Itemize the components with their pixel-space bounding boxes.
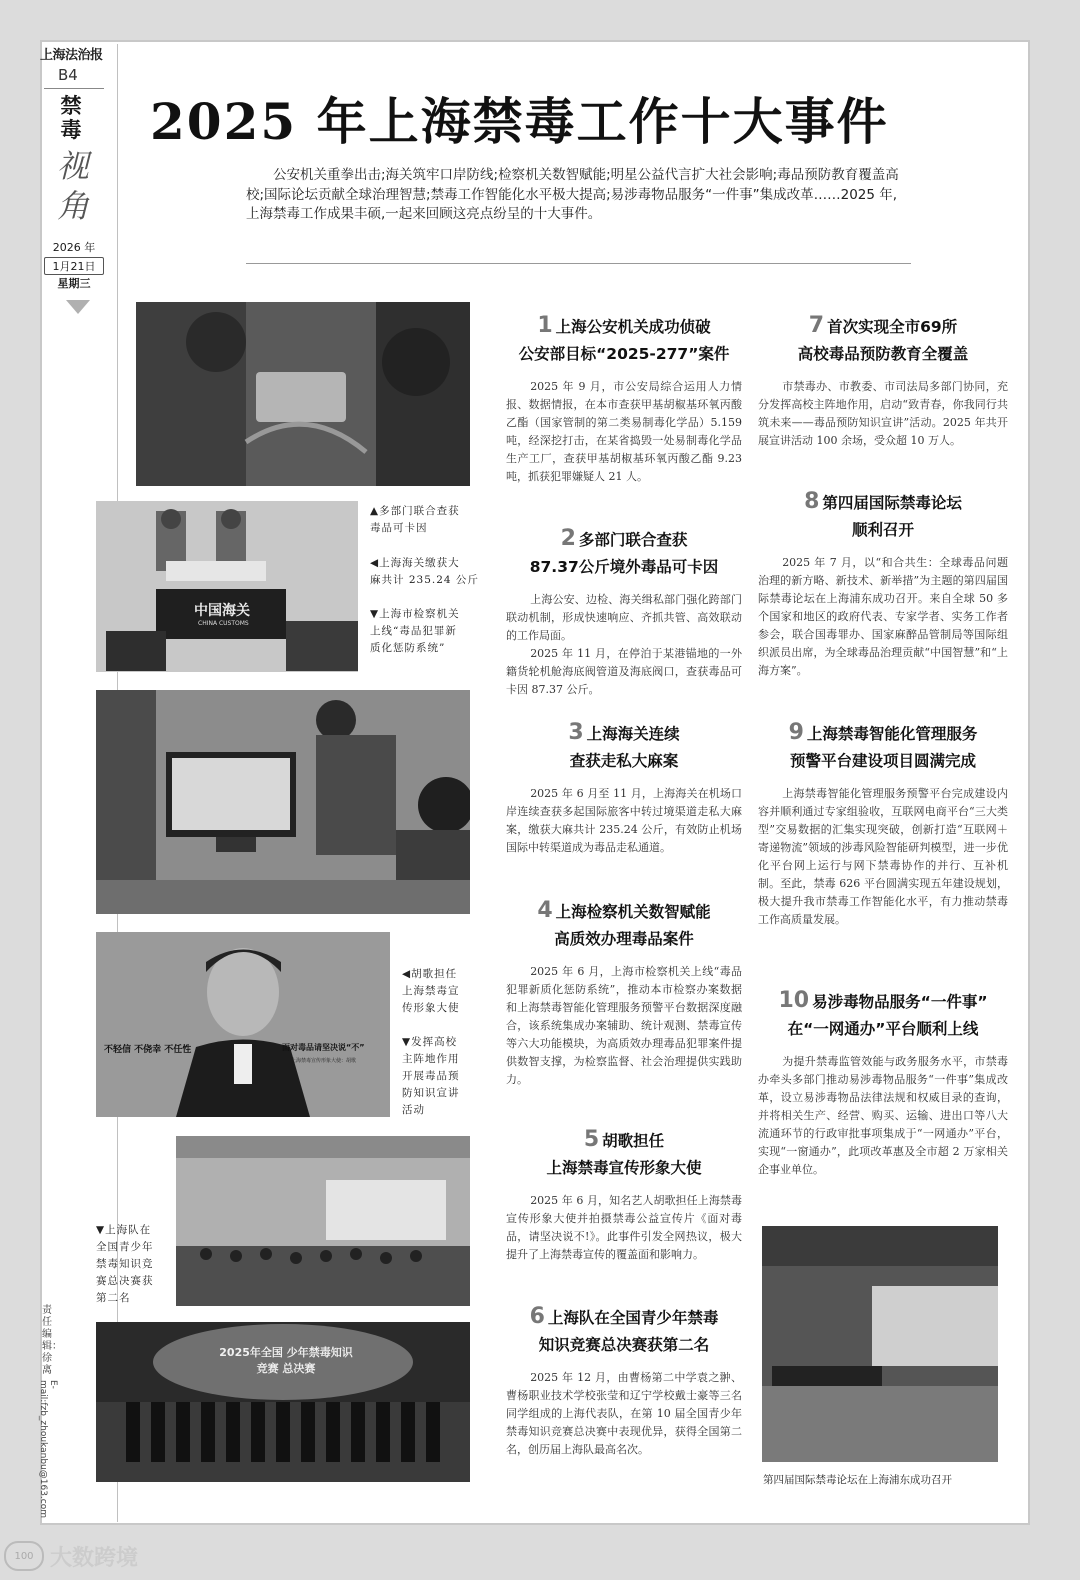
event-item-8 <box>758 488 1008 680</box>
event-body: 2025 年 12 月，由曹杨第二中学袁之翀、曹杨职业技术学校张莹和辽宁学校戴士豪等三名同学组成的上海代表队，在第 10 届全国青少年禁毒知识竞赛总决赛中表现优异，获得全国第二名，创历届上海队最高名次。 <box>506 1371 742 1456</box>
event-number: 4 <box>537 898 553 923</box>
event-number: 8 <box>804 489 820 514</box>
caption-line: ▲多部门联合查获 <box>370 505 460 517</box>
page-label: B4 <box>58 66 78 84</box>
event-title-line: 在“一网通办”平台顺利上线 <box>787 1020 979 1038</box>
watermark-logo-icon: 100 <box>4 1541 44 1571</box>
page-headline: 2025 年上海禁毒工作十大事件 <box>150 92 889 151</box>
event-title <box>506 719 742 775</box>
event-body: 2025 年 9 月，市公安局综合运用人力情报、数据情报，在本市查获甲基胡椒基环氧丙酸乙酯（国家管制的第二类易制毒化学品）5.159 吨，经深挖打击，在某省捣毁一处易制毒化学品生产工厂，查获甲基胡椒基环氧丙酸乙酯 9.23 吨，抓获犯罪嫌疑人 21 人。 <box>506 380 742 483</box>
event-item-2 <box>506 525 742 699</box>
caption-line: ▼上海队在 <box>96 1224 152 1236</box>
photo-forum <box>762 1226 998 1462</box>
event-title-line: 87.37公斤境外毒品可卡因 <box>529 558 719 576</box>
event-title-line: 胡歌担任 <box>602 1132 665 1150</box>
event-body-2: 2025 年 11 月，在停泊于某港锚地的一外籍货轮机舱海底阀管道及海底阀口，查获毒品可卡因 87.37 公斤。 <box>506 647 742 696</box>
caption-line: 主阵地作用 <box>402 1053 460 1065</box>
event-item-7 <box>758 312 1008 450</box>
event-title-line: 首次实现全市69所 <box>827 318 958 336</box>
caption-line: 上线“毒品犯罪新 <box>370 625 457 637</box>
event-body: 上海禁毒智能化管理服务预警平台完成建设内容并顺利通过专家组验收，互联网电商平台“三大类型”交易数据的汇集实现突破，创新打造“互联网＋寄递物流”领域的涉毒风险智能研判模型，进一步优化平台网上运行与网下禁毒协作的并行、互补机制。至此，禁毒 626 平台圆满实现五年建设规划，极大提升我市禁毒工作智能化水平，有力推动禁毒工作高质量发展。 <box>758 787 1008 926</box>
photo-campus-lecture <box>176 1136 470 1306</box>
event-body: 2025 年 6 月，知名艺人胡歌担任上海禁毒宣传形象大使并拍摄禁毒公益宣传片《面对毒品，请坚决说不!》。此事件引发全网热议，极大提升了上海禁毒宣传的覆盖面和影响力。 <box>506 1194 742 1261</box>
caption-seizure <box>370 503 480 537</box>
event-number: 7 <box>808 313 825 338</box>
event-title <box>506 1303 742 1359</box>
photo-contest-team <box>96 1322 470 1482</box>
photo-customs <box>96 501 358 672</box>
event-item-10 <box>758 987 1008 1179</box>
event-title <box>506 897 742 953</box>
ambassador-slogan-left: 不轻信 不侥幸 不任性 <box>104 1045 192 1055</box>
event-number: 10 <box>778 988 810 1013</box>
caption-line: 全国青少年 <box>96 1241 154 1253</box>
editor-email: E-mail:fzb_zhoukanbu@163.com <box>38 1380 58 1519</box>
editor-credit: 责任编辑：徐离 <box>42 1305 62 1376</box>
event-body: 2025 年 6 月，上海市检察机关上线“毒品犯罪新质化惩防系统”，推动本市检察办案数据和上海禁毒智能化管理服务预警平台数据深度融合，该系统集成办案辅助、统计观测、禁毒宣传等六大功能模块，为高质效办理毒品犯罪案件提供数智支撑，为检察监督、社会治理提供实践助力。 <box>506 965 742 1086</box>
event-title <box>506 1126 742 1182</box>
customs-sign-en: CHINA CUSTOMS <box>198 620 249 627</box>
caption-line: 禁毒知识竞 <box>96 1258 154 1270</box>
ambassador-subtitle: 上海禁毒宣传形象大使：胡歌 <box>291 1058 357 1064</box>
event-number: 6 <box>529 1304 545 1329</box>
event-title-line: 顺利召开 <box>851 521 914 539</box>
caption-line: ▼发挥高校 <box>402 1036 458 1048</box>
caption-line: 第二名 <box>96 1292 131 1304</box>
event-title <box>506 525 742 581</box>
event-title-line: 上海禁毒智能化管理服务 <box>806 725 978 743</box>
event-body: 上海公安、边检、海关缉私部门强化跨部门联动机制，形成快速响应、齐抓共管、高效联动的工作局面。 <box>506 593 742 642</box>
event-body: 市禁毒办、市教委、市司法局多部门协同，充分发挥高校主阵地作用，启动“致青春，你我同行共筑未来——毒品预防知识宣讲”活动。2025 年共开展宣讲活动 100 余场，受众超 10 万人。 <box>758 380 1008 447</box>
caption-customs <box>370 555 480 589</box>
section-title: 禁毒 <box>60 94 82 142</box>
event-number: 5 <box>583 1127 600 1152</box>
event-title <box>758 719 1008 775</box>
rail-arrow-decoration <box>66 300 90 314</box>
event-item-9 <box>758 719 1008 929</box>
rail-divider <box>44 88 104 89</box>
event-title-line: 高质效办理毒品案件 <box>554 930 694 948</box>
caption-line: 毒品可卡因 <box>370 522 428 534</box>
event-title-line: 第四届国际禁毒论坛 <box>822 494 962 512</box>
caption-forum: 第四届国际禁毒论坛在上海浦东成功召开 <box>763 1474 952 1486</box>
event-item-3 <box>506 719 742 857</box>
event-item-5 <box>506 1126 742 1264</box>
event-title-line: 高校毒品预防教育全覆盖 <box>797 345 969 363</box>
caption-contest <box>96 1222 176 1307</box>
event-title-line: 预警平台建设项目圆满完成 <box>789 752 976 770</box>
issue-year: 2026 年 <box>52 241 96 254</box>
caption-line: 活动 <box>402 1104 425 1116</box>
contest-banner-text: 2025年全国 少年禁毒知识竞赛 总决赛 <box>219 1346 353 1375</box>
caption-line: 上海禁毒宣 <box>402 985 460 997</box>
event-item-6 <box>506 1303 742 1459</box>
event-title-line: 公安部目标“2025-277”案件 <box>518 345 730 363</box>
event-title-line: 上海公安机关成功侦破 <box>555 318 711 336</box>
intro-divider <box>246 263 911 264</box>
event-body: 为提升禁毒监管效能与政务服务水平，市禁毒办牵头多部门推动易涉毒物品服务“一件事”集成改革，设立易涉毒物品法律法规和权威目录的查询，并将相关生产、经营、购买、运输、进出口等八大流通环节的行政审批事项集成于“一网通办”平台，实现“一窗通办”，此项改革惠及全市超 2 万家相关企事业单位。 <box>758 1055 1008 1176</box>
event-number: 1 <box>537 313 553 338</box>
caption-line: 质化惩防系统” <box>370 642 446 654</box>
event-title-line: 多部门联合查获 <box>578 531 688 549</box>
event-number: 9 <box>788 720 804 745</box>
event-item-1 <box>506 312 742 486</box>
caption-line: 防知识宣讲 <box>402 1087 460 1099</box>
photo-ambassador <box>96 932 390 1117</box>
event-body: 2025 年 6 月至 11 月，上海海关在机场口岸连续查获多起国际旅客中转过境渠道走私大麻案，缴获大麻共计 235.24 公斤，有效防止机场国际中转渠道成为毒品走私通道。 <box>506 787 742 854</box>
caption-line: 传形象大使 <box>402 1002 460 1014</box>
event-title-line: 易涉毒物品服务“一件事” <box>812 993 988 1011</box>
caption-line: ▼上海市检察机关 <box>370 608 460 620</box>
event-title-line: 上海海关连续 <box>586 725 680 743</box>
masthead-rail <box>38 42 108 332</box>
caption-line: ◀胡歌担任 <box>402 968 458 980</box>
event-title <box>758 488 1008 544</box>
subsection-title: 视角 <box>56 147 89 225</box>
watermark <box>4 1536 138 1576</box>
paper-name: 上海法治报 <box>40 48 103 63</box>
event-title-line: 查获走私大麻案 <box>569 752 679 770</box>
photo-seizure <box>136 302 470 486</box>
event-title-line: 知识竞赛总决赛获第二名 <box>538 1336 710 1354</box>
caption-ambassador <box>402 966 482 1017</box>
event-title <box>758 312 1008 368</box>
watermark-text: 大数跨境 <box>50 1545 139 1571</box>
event-title <box>506 312 742 368</box>
event-number: 2 <box>560 526 576 551</box>
caption-line: 开展毒品预 <box>402 1070 460 1082</box>
caption-line: 麻共计 235.24 公斤 <box>370 574 479 586</box>
issue-date: 1月21日 <box>44 257 104 275</box>
issue-weekday: 星期三 <box>57 277 91 290</box>
photo-system <box>96 690 470 914</box>
ambassador-slogan-right: 面对毒品请坚决说“不” <box>282 1043 365 1052</box>
event-number: 3 <box>568 720 584 745</box>
event-title <box>758 987 1008 1043</box>
event-title-line: 上海队在全国青少年禁毒 <box>547 1309 719 1327</box>
caption-campus <box>402 1034 482 1119</box>
caption-line: ◀上海海关缴获大 <box>370 557 460 569</box>
event-body: 2025 年 7 月，以“和合共生：全球毒品问题治理的新方略、新技术、新举措”为主题的第四届国际禁毒论坛在上海浦东成功召开。来自全球 50 多个国家和地区的政府代表、专家学者、实务工作者参会，联合国毒罪办、国家麻醉品管制局等国际组织派员出席，为全球毒品治理贡献“中国智慧”和“上海方案”。 <box>758 556 1008 677</box>
caption-procuratorate <box>370 606 480 657</box>
customs-sign-text: 中国海关 <box>194 603 250 619</box>
caption-line: 赛总决赛获 <box>96 1275 154 1287</box>
event-item-4 <box>506 897 742 1089</box>
intro-paragraph: 公安机关重拳出击;海关筑牢口岸防线;检察机关数智赋能;明星公益代言扩大社会影响;毒品预防教育覆盖高校;国际论坛贡献全球治理智慧;禁毒工作智能化水平极大提高;易涉毒物品服务“一件事”集成改革……2025 年,上海禁毒工作成果丰硕,一起来回顾这亮点纷呈的十大事件。 <box>246 167 899 222</box>
event-title-line: 上海检察机关数智赋能 <box>555 903 711 921</box>
event-title-line: 上海禁毒宣传形象大使 <box>546 1159 702 1177</box>
